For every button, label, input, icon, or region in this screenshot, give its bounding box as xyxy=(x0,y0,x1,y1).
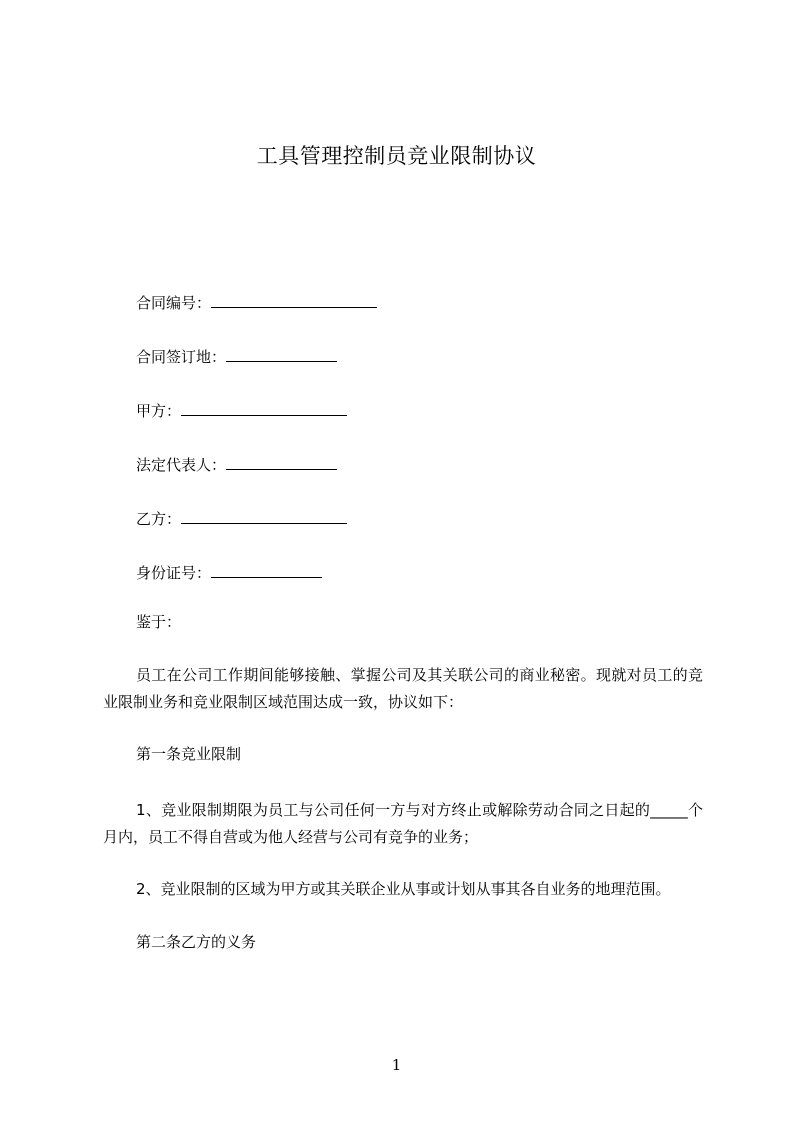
id-number-blank[interactable] xyxy=(211,562,322,578)
intro-paragraph: 员工在公司工作期间能够接触、掌握公司及其关联公司的商业秘密。现就对员工的竞业限制业务和竞业限制区域范围达成一致，协议如下： xyxy=(103,666,703,711)
clause-2-paragraph: 2、竞业限制的区域为甲方或其关联企业从事或计划从事其各自业务的地理范围。 xyxy=(136,880,671,898)
article-2-heading: 第二条乙方的义务 xyxy=(136,933,257,951)
contract-number-label: 合同编号： xyxy=(136,294,212,312)
sign-place-label: 合同签订地： xyxy=(136,348,227,366)
legal-rep-label: 法定代表人： xyxy=(136,456,227,474)
party-a-blank[interactable] xyxy=(181,400,347,416)
article-1-heading: 第一条竞业限制 xyxy=(136,745,242,763)
contract-number-blank[interactable] xyxy=(211,292,377,308)
whereas-heading: 鉴于： xyxy=(136,613,182,631)
page-title: 工具管理控制员竞业限制协议 xyxy=(256,144,537,168)
party-a-line xyxy=(136,400,347,421)
party-b-label: 乙方： xyxy=(136,510,182,528)
party-b-line xyxy=(136,508,347,529)
contract-number-line xyxy=(136,292,377,313)
party-b-blank[interactable] xyxy=(181,508,347,524)
sign-place-line xyxy=(136,346,337,367)
id-number-label: 身份证号： xyxy=(136,564,212,582)
legal-rep-line xyxy=(136,454,337,475)
sign-place-blank[interactable] xyxy=(226,346,337,362)
page-number: 1 xyxy=(391,1056,402,1074)
legal-rep-blank[interactable] xyxy=(226,454,337,470)
clause-1-paragraph: 1、竞业限制期限为员工与公司任何一方与对方终止或解除劳动合同之日起的_____个月内，员工不得自营或为他人经营与公司有竞争的业务； xyxy=(103,801,703,846)
party-a-label: 甲方： xyxy=(136,402,182,420)
id-number-line xyxy=(136,562,322,583)
